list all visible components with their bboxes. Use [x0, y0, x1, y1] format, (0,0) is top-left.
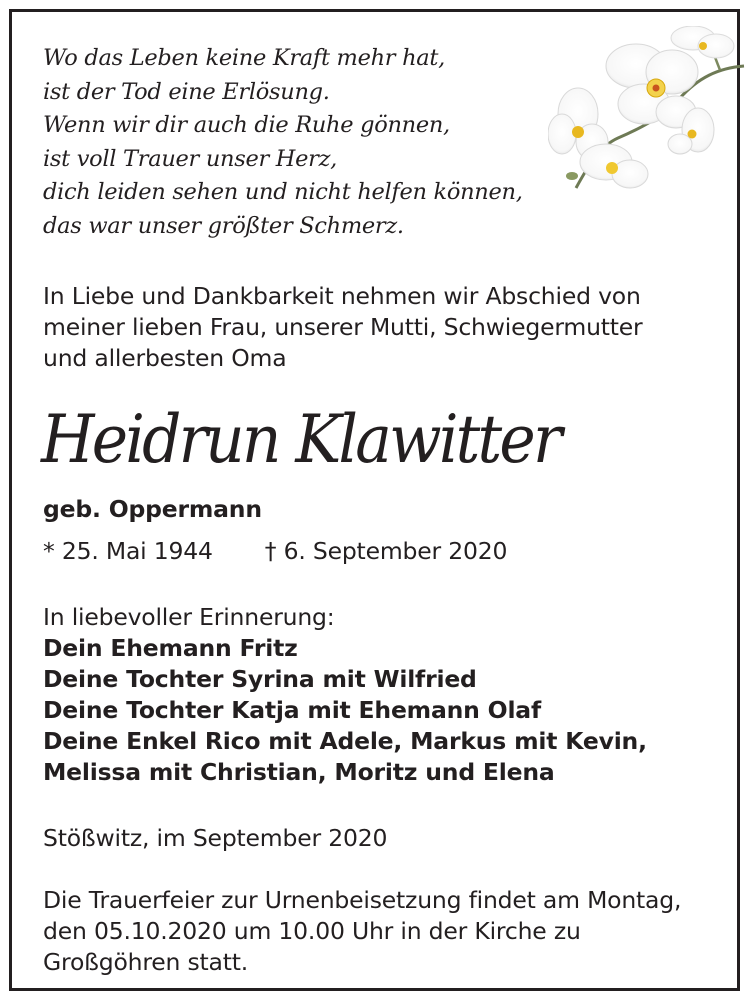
funeral-line: den 05.10.2020 um 10.00 Uhr in der Kirche zu [43, 917, 581, 945]
intro-line: meiner lieben Frau, unserer Mutti, Schwiegermutter [43, 313, 643, 341]
orchid-flower-image [548, 26, 748, 196]
family-member: Dein Ehemann Fritz [43, 634, 298, 662]
family-member: Deine Tochter Katja mit Ehemann Olaf [43, 696, 541, 724]
intro-line: In Liebe und Dankbarkeit nehmen wir Abschied von [43, 282, 641, 310]
funeral-notice [43, 885, 681, 978]
intro-text [43, 281, 643, 374]
family-member: Melissa mit Christian, Moritz und Elena [43, 758, 555, 786]
poem-line: dich leiden sehen und nicht helfen können, [43, 179, 523, 205]
place-date: Stößwitz, im September 2020 [43, 824, 388, 852]
obituary-border [9, 9, 740, 991]
life-dates [43, 536, 507, 567]
poem-line: ist voll Trauer unser Herz, [43, 145, 337, 172]
death-date: † 6. September 2020 [264, 537, 508, 565]
family-member: Deine Tochter Syrina mit Wilfried [43, 665, 477, 693]
birth-date: * 25. Mai 1944 [43, 537, 213, 565]
poem-line: das war unser größter Schmerz. [43, 212, 404, 239]
orchid-bloom-large [606, 44, 698, 128]
poem-line: Wo das Leben keine Kraft mehr hat, [43, 45, 445, 71]
funeral-line: Großgöhren statt. [43, 948, 249, 976]
memory-section [43, 602, 647, 788]
birth-name: geb. Oppermann [43, 495, 262, 523]
poem-line: Wenn wir dir auch die Ruhe gönnen, [43, 112, 450, 138]
intro-line: und allerbesten Oma [43, 344, 287, 372]
deceased-name: Heidrun Klawitter [41, 401, 560, 478]
family-member: Deine Enkel Rico mit Adele, Markus mit Kevin, [43, 727, 647, 755]
poem-line: ist der Tod eine Erlösung. [43, 78, 330, 105]
memory-heading: In liebevoller Erinnerung: [43, 603, 335, 631]
poem [43, 42, 523, 243]
funeral-line: Die Trauerfeier zur Urnenbeisetzung findet am Montag, [43, 886, 682, 914]
